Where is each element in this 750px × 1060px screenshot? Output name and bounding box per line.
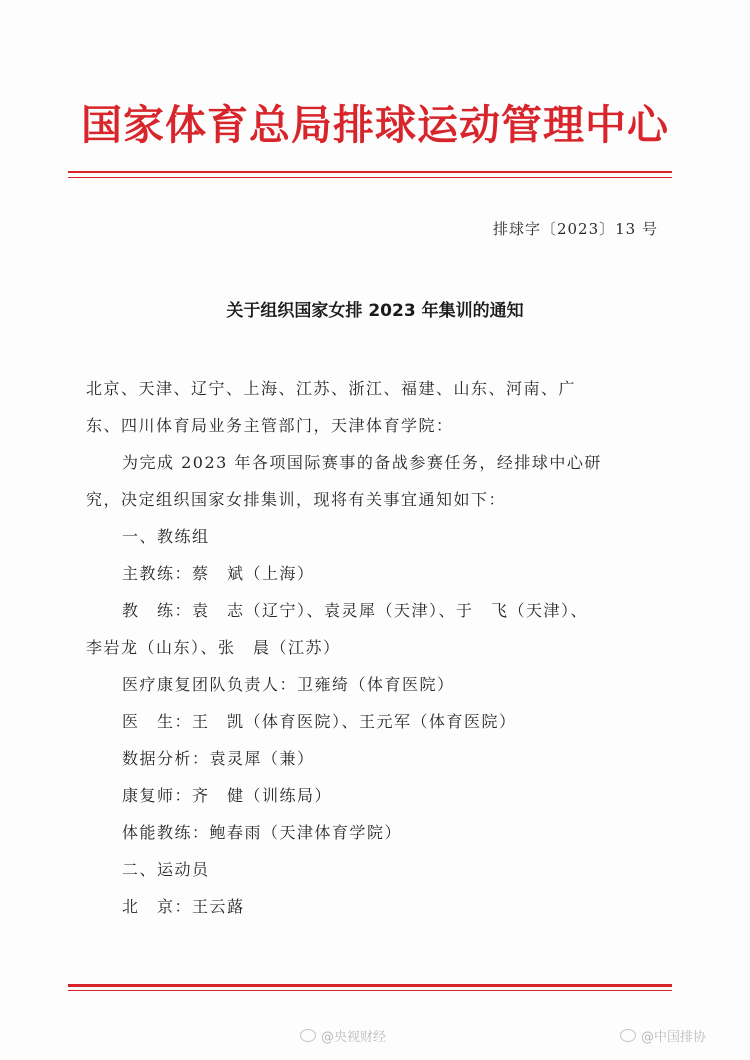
body-line: 主教练：蔡 斌（上海） — [122, 564, 315, 583]
masthead-red-rule — [68, 171, 672, 173]
document-title: 关于组织国家女排 2023 年集训的通知 — [226, 301, 524, 321]
body-line: 北京、天津、辽宁、上海、江苏、浙江、福建、山东、河南、广 — [86, 379, 577, 398]
masthead-red-rule-thin — [68, 177, 672, 178]
footer-red-rule — [68, 984, 672, 987]
watermark-left-text: @央视财经 — [321, 1030, 387, 1045]
section-heading-coaches: 一、教练组 — [122, 527, 210, 546]
footer-red-rule-thin — [68, 990, 672, 991]
body-line: 医疗康复团队负责人：卫雍绮（体育医院） — [122, 675, 455, 694]
masthead-org-name: 国家体育总局排球运动管理中心 — [81, 101, 669, 149]
body-line: 北 京：王云蕗 — [122, 897, 245, 916]
document-number: 排球字〔2023〕13 号 — [492, 220, 658, 238]
body-line: 教 练：袁 志（辽宁）、袁灵犀（天津）、于 飞（天津）、 — [122, 601, 589, 620]
body-line: 体能教练：鲍春雨（天津体育学院） — [122, 823, 403, 842]
body-line: 李岩龙（山东）、张 晨（江苏） — [86, 638, 341, 657]
watermark-left — [300, 1026, 386, 1045]
watermark-right — [620, 1026, 706, 1045]
watermark-right-text: @中国排协 — [641, 1030, 707, 1045]
weibo-icon — [620, 1029, 636, 1042]
body-line: 究，决定组织国家女排集训，现将有关事宜通知如下： — [86, 490, 507, 509]
body-line: 康复师：齐 健（训练局） — [122, 786, 333, 805]
weibo-icon — [300, 1029, 316, 1042]
body-line: 为完成 2023 年各项国际赛事的备战参赛任务，经排球中心研 — [122, 453, 602, 472]
document-body — [86, 370, 666, 925]
section-heading-athletes: 二、运动员 — [122, 860, 210, 879]
body-line: 医 生：王 凯（体育医院）、王元军（体育医院） — [122, 712, 517, 731]
body-line: 数据分析：袁灵犀（兼） — [122, 749, 315, 768]
body-line: 东、四川体育局业务主管部门，天津体育学院： — [86, 416, 454, 435]
